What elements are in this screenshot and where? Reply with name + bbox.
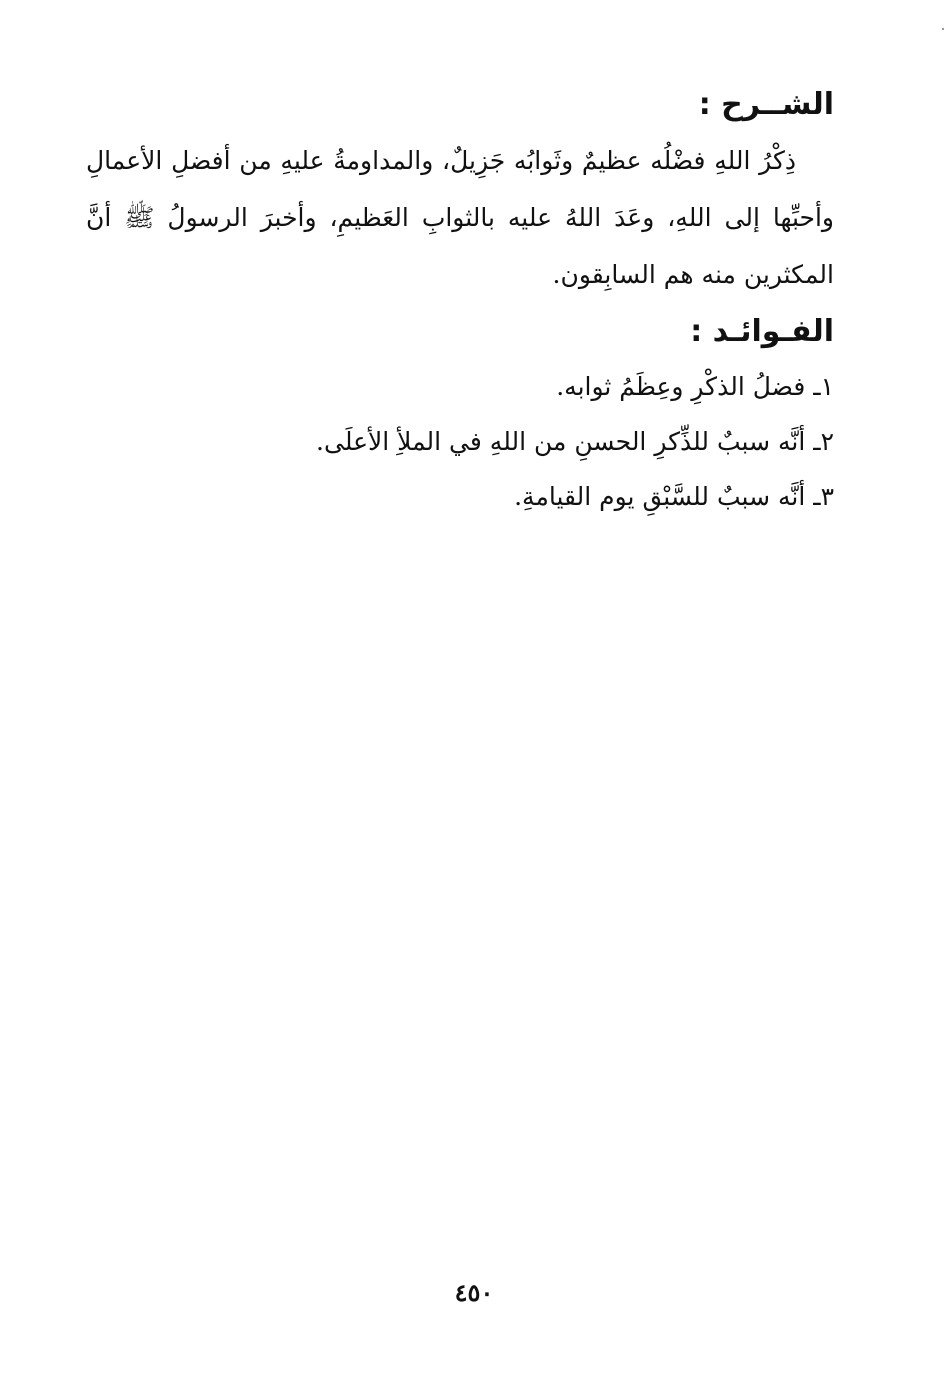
sharh-paragraph-text: ذِكْرُ اللهِ فضْلُه عظيمٌ وثَوابُه جَزِيلٌ، والمداومةُ عليهِ من أفضلِ الأعمالِ وأحبِّها إلى اللهِ، وعَدَ اللهُ عليه بالثوابِ العَظيمِ، وأخبرَ الرسولُ ﷺ أنَّ المكثرين منه هم السابِقون. [86, 146, 834, 289]
page-content [86, 78, 834, 524]
page-number: ٤٥٠ [454, 1278, 494, 1307]
fawaid-item-3: ٣ـ أنَّه سببٌ للسَّبْقِ يوم القيامةِ. [514, 482, 834, 511]
fawaid-item-1: ١ـ فضلُ الذكْرِ وعِظَمُ ثوابه. [556, 372, 834, 401]
sharh-heading: الشــرح : [698, 87, 834, 122]
sharh-paragraph [86, 132, 834, 303]
fawaid-heading: الفـوائـد : [690, 314, 834, 349]
fawaid-list [86, 359, 834, 524]
scan-speck [942, 28, 944, 30]
fawaid-item-2: ٢ـ أنَّه سببٌ للذِّكرِ الحسنِ من اللهِ في الملأِ الأعلَى. [316, 427, 834, 456]
